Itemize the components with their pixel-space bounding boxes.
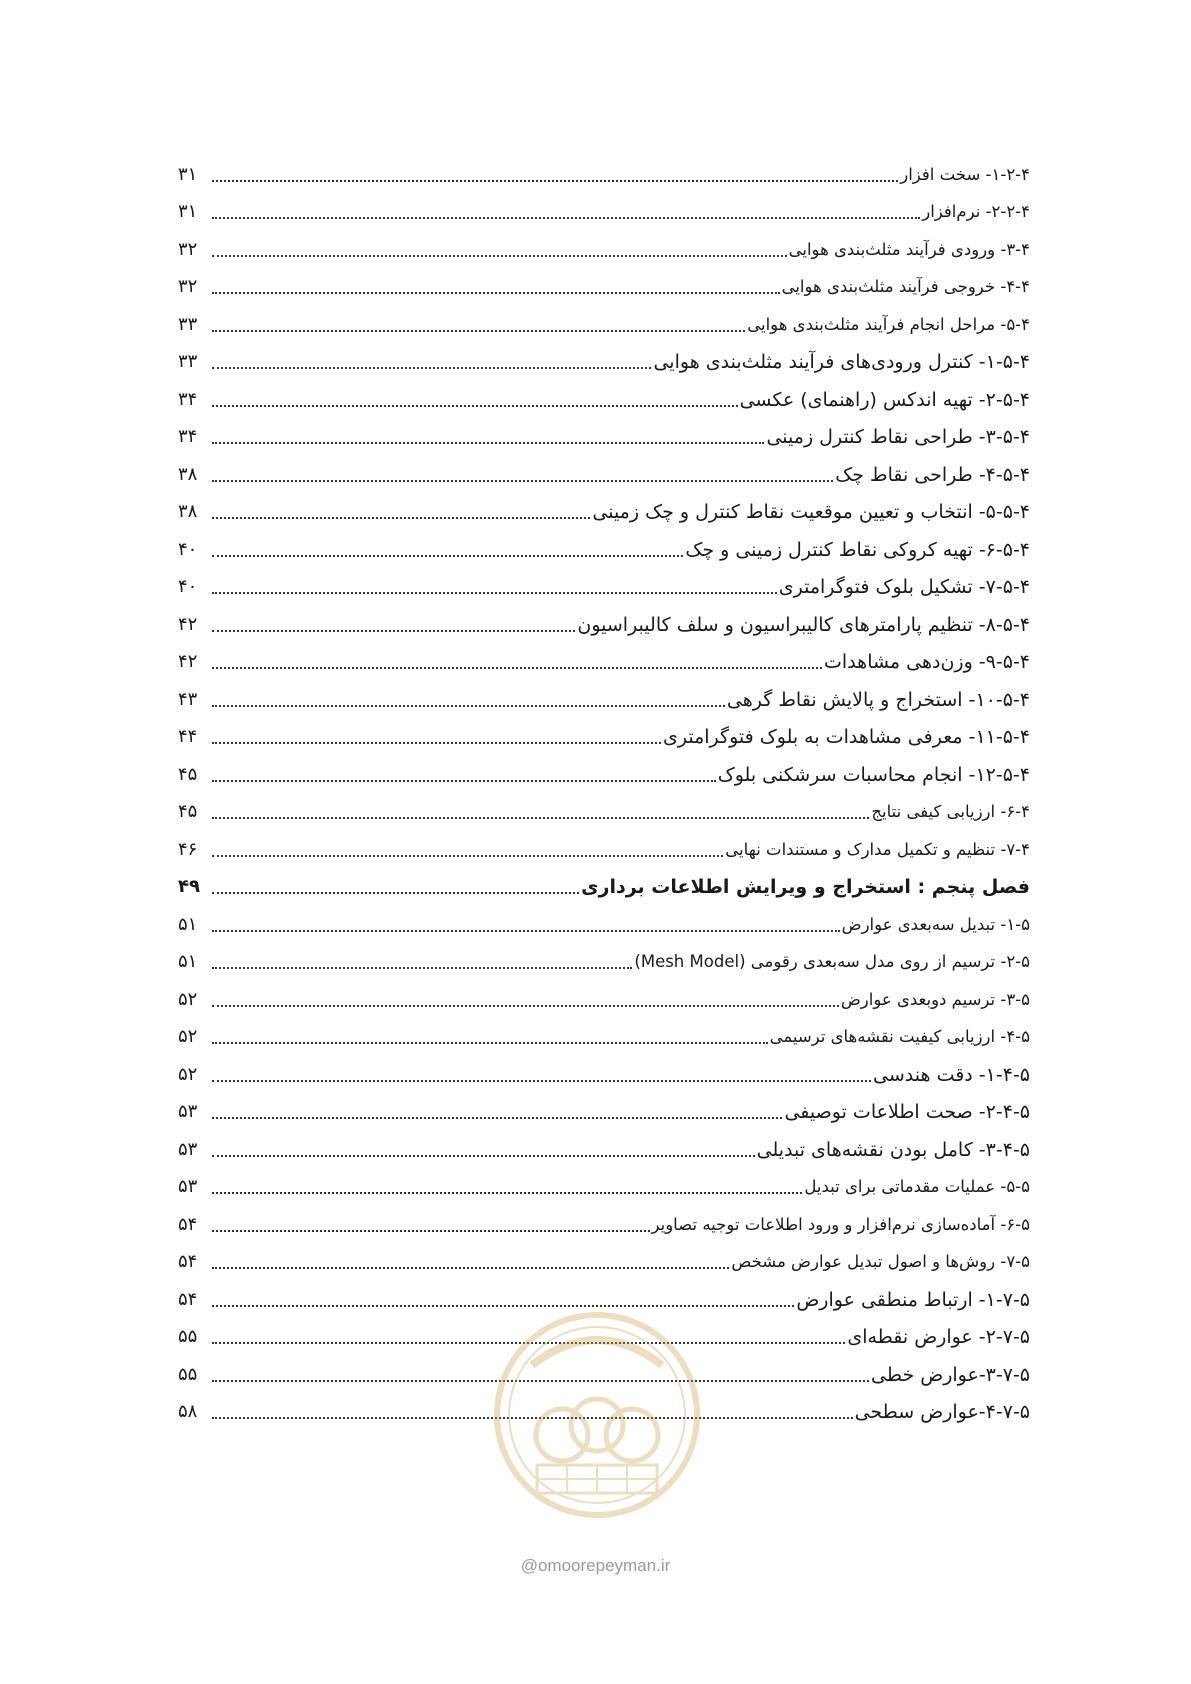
toc-entry-title: ۹-۵-۴- وزن‌دهی مشاهدات xyxy=(824,651,1030,673)
toc-entry-title: فصل پنجم : استخراج و ویرایش اطلاعات برداری xyxy=(581,876,1030,898)
toc-entry-page: ۵۲ xyxy=(178,1026,198,1047)
toc-leader-dots xyxy=(212,330,745,332)
toc-entry-title: ۳-۷-۵-عوارض خطی xyxy=(871,1363,1030,1386)
toc-entry xyxy=(178,267,1030,305)
toc-entry xyxy=(178,567,1030,605)
toc-entry-page: ۳۸ xyxy=(178,463,198,485)
toc-entry-title: ۷-۴- تنظیم و تکمیل مدارک و مستندات نهایی xyxy=(725,839,1030,859)
toc-entry-page: ۳۳ xyxy=(178,351,198,372)
toc-leader-dots xyxy=(212,367,651,369)
toc-entry-page: ۵۲ xyxy=(178,988,198,1010)
toc-entry-page: ۵۲ xyxy=(178,1063,198,1085)
toc-entry xyxy=(178,492,1030,530)
toc-entry-title: ۶-۵-۴- تهیه کروکی نقاط کنترل زمینی و چک xyxy=(685,538,1030,561)
toc-leader-dots xyxy=(212,1117,782,1119)
toc-leader-dots xyxy=(212,592,777,594)
toc-entry xyxy=(178,754,1030,792)
toc-entry-title: ۳-۵-۴- طراحی نقاط کنترل زمینی xyxy=(766,426,1030,448)
toc-entry-page: ۴۲ xyxy=(178,651,198,672)
toc-entry-title: ۷-۵- روش‌ها و اصول تبدیل عوارض مشخص xyxy=(731,1252,1030,1271)
toc-entry-title: ۲-۷-۵- عوارض نقطه‌ای xyxy=(847,1326,1030,1348)
toc-entry-page: ۵۵ xyxy=(178,1363,198,1385)
toc-entry-page: ۴۵ xyxy=(178,763,198,785)
toc-entry-title: ۶-۴- ارزیابی کیفی نتایج xyxy=(871,802,1030,821)
toc-entry-page: ۳۳ xyxy=(178,313,198,335)
toc-leader-dots xyxy=(212,180,898,182)
toc-entry-title: ۲-۵- ترسیم از روی مدل سه‌بعدی رقومی (Mesh Model) xyxy=(634,952,1030,971)
toc-leader-dots xyxy=(212,930,840,932)
toc-entry-title: ۸-۵-۴- تنظیم پارامترهای کالیبراسیون و سلف کالیبراسیون xyxy=(577,613,1030,636)
toc-entry-title: ۲-۵-۴- تهیه اندکس (راهنمای) عکسی xyxy=(739,388,1030,411)
toc-entry-title: ۳-۴- ورودی فرآیند مثلث‌بندی هوایی xyxy=(788,239,1030,259)
toc-entry-page: ۵۴ xyxy=(178,1251,198,1272)
toc-leader-dots xyxy=(212,780,716,782)
toc-entry-page: ۳۲ xyxy=(178,238,198,260)
toc-entry xyxy=(178,1167,1030,1205)
toc-entry xyxy=(178,642,1030,680)
toc-entry-page: ۴۰ xyxy=(178,576,198,597)
toc-leader-dots xyxy=(212,292,780,294)
toc-entry xyxy=(178,1054,1030,1092)
toc-entry xyxy=(178,379,1030,417)
toc-entry-page: ۵۳ xyxy=(178,1176,198,1197)
toc-entry-title: ۱۰-۵-۴- استخراج و پالایش نقاط گرهی xyxy=(726,688,1030,711)
toc-entry-page: ۵۴ xyxy=(178,1288,198,1310)
toc-entry-page: ۳۲ xyxy=(178,276,198,297)
toc-entry-title: ۳-۴-۵- کامل بودن نقشه‌های تبدیلی xyxy=(756,1138,1030,1161)
toc-entry-title: ۱-۴-۵- دقت هندسی xyxy=(873,1063,1030,1086)
toc-entry xyxy=(178,1204,1030,1242)
toc-entry-page: ۴۶ xyxy=(178,838,198,860)
toc-entry xyxy=(178,192,1030,230)
toc-leader-dots xyxy=(212,1005,839,1007)
toc-entry-page: ۴۴ xyxy=(178,726,198,747)
toc-entry-title: ۱-۷-۵- ارتباط منطقی عوارض xyxy=(796,1288,1030,1311)
toc-leader-dots xyxy=(212,555,683,557)
toc-entry-page: ۴۳ xyxy=(178,688,198,710)
toc-entry xyxy=(178,867,1030,905)
toc-entry xyxy=(178,454,1030,492)
toc-entry xyxy=(178,604,1030,642)
toc-leader-dots xyxy=(212,442,764,444)
toc-entry xyxy=(178,1092,1030,1130)
toc-entry-title: ۴-۴- خروجی فرآیند مثلث‌بندی هوایی xyxy=(781,277,1030,296)
toc-leader-dots xyxy=(212,255,787,257)
toc-leader-dots xyxy=(212,1080,871,1082)
watermark-site: @omoorepeyman.ir xyxy=(520,1556,671,1575)
toc-leader-dots xyxy=(212,967,632,969)
toc-entry xyxy=(178,792,1030,830)
toc-entry xyxy=(178,417,1030,455)
toc-entry-page: ۵۱ xyxy=(178,913,198,935)
toc-leader-dots xyxy=(212,705,725,707)
toc-leader-dots xyxy=(212,855,723,857)
toc-entry xyxy=(178,942,1030,980)
toc-leader-dots xyxy=(212,630,575,632)
toc-entry-page: ۵۳ xyxy=(178,1138,198,1160)
toc-entry xyxy=(178,829,1030,867)
toc-entry-title: ۵-۴- مراحل انجام فرآیند مثلث‌بندی هوایی xyxy=(747,314,1030,334)
toc-leader-dots xyxy=(212,667,822,669)
toc-entry-page: ۳۴ xyxy=(178,388,198,410)
toc-leader-dots xyxy=(212,480,833,482)
toc-leader-dots xyxy=(212,405,738,407)
toc-entry-title: ۶-۵- آماده‌سازی نرم‌افزار و ورود اطلاعات توجیه تصاویر xyxy=(651,1214,1030,1234)
toc-entry-title: ۳-۵- ترسیم دوبعدی عوارض xyxy=(840,989,1030,1009)
toc-entry xyxy=(178,154,1030,192)
toc-leader-dots xyxy=(212,1192,802,1194)
toc-entry-title: ۵-۵-۴- انتخاب و تعیین موقعیت نقاط کنترل و چک زمینی xyxy=(592,501,1030,523)
toc-entry-page: ۳۸ xyxy=(178,501,198,522)
toc-entry-page: ۴۲ xyxy=(178,613,198,635)
toc-leader-dots xyxy=(212,892,579,894)
toc-entry-page: ۳۴ xyxy=(178,426,198,447)
toc-entry-title: ۴-۵-۴- طراحی نقاط چک xyxy=(835,463,1030,486)
toc-entry xyxy=(178,904,1030,942)
toc-entry-title: ۱۲-۵-۴- انجام محاسبات سرشکنی بلوک xyxy=(717,763,1030,786)
toc-entry xyxy=(178,229,1030,267)
table-of-contents xyxy=(178,154,1030,1429)
toc-entry-page: ۵۴ xyxy=(178,1213,198,1235)
toc-leader-dots xyxy=(212,1155,755,1157)
toc-leader-dots xyxy=(212,1267,729,1269)
toc-entry-page: ۳۱ xyxy=(178,201,198,222)
toc-entry-page: ۴۹ xyxy=(178,876,200,897)
toc-entry-page: ۵۸ xyxy=(178,1401,198,1422)
toc-leader-dots xyxy=(212,1042,768,1044)
toc-entry-title: ۴-۷-۵-عوارض سطحی xyxy=(854,1401,1030,1423)
toc-entry-page: ۴۵ xyxy=(178,801,198,822)
toc-entry xyxy=(178,1017,1030,1055)
toc-entry-title: ۲-۴-۵- صحت اطلاعات توصیفی xyxy=(784,1101,1030,1123)
toc-entry xyxy=(178,1242,1030,1280)
watermark-seal-icon xyxy=(492,1285,702,1545)
toc-leader-dots xyxy=(212,817,869,819)
toc-leader-dots xyxy=(212,1230,650,1232)
toc-entry xyxy=(178,979,1030,1017)
toc-entry-title: ۱-۵-۴- کنترل ورودی‌های فرآیند مثلث‌بندی هوایی xyxy=(653,351,1030,373)
toc-leader-dots xyxy=(212,742,661,744)
toc-entry-page: ۴۰ xyxy=(178,538,198,560)
toc-entry-title: ۴-۵- ارزیابی کیفیت نقشه‌های ترسیمی xyxy=(769,1027,1030,1046)
toc-leader-dots xyxy=(212,217,920,219)
toc-entry xyxy=(178,717,1030,755)
toc-entry-page: ۳۱ xyxy=(178,163,198,185)
toc-leader-dots xyxy=(212,517,590,519)
toc-entry xyxy=(178,1129,1030,1167)
toc-entry xyxy=(178,304,1030,342)
toc-entry-title: ۵-۵- عملیات مقدماتی برای تبدیل xyxy=(804,1177,1030,1196)
toc-entry xyxy=(178,529,1030,567)
toc-entry-page: ۵۵ xyxy=(178,1326,198,1347)
toc-entry-page: ۵۱ xyxy=(178,951,198,972)
toc-entry-page: ۵۳ xyxy=(178,1101,198,1122)
toc-entry-title: ۲-۲-۴- نرم‌افزار xyxy=(922,202,1030,221)
toc-entry-title: ۱۱-۵-۴- معرفی مشاهدات به بلوک فتوگرامتری xyxy=(663,726,1030,748)
toc-entry-title: ۱-۵- تبدیل سه‌بعدی عوارض xyxy=(841,914,1030,934)
toc-entry-title: ۷-۵-۴- تشکیل بلوک فتوگرامتری xyxy=(778,576,1030,598)
toc-entry-title: ۱-۲-۴- سخت افزار xyxy=(900,164,1030,184)
toc-entry xyxy=(178,679,1030,717)
toc-entry xyxy=(178,342,1030,380)
